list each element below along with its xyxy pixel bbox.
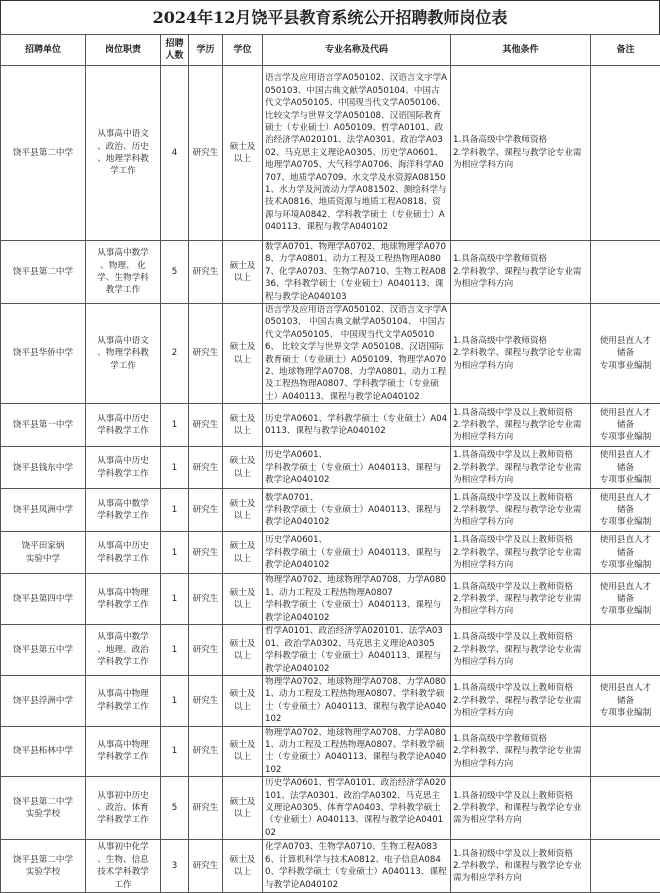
header-major-and-code: 专业名称及代码 bbox=[263, 35, 451, 66]
other-conditions-cell: 1.具备高级中学及以上教师资格 2.学科教学、课程与教学论专业需为相应学科方向 bbox=[451, 532, 591, 574]
table-row bbox=[1, 574, 660, 625]
table-row bbox=[1, 241, 660, 304]
education-cell: 研究生 bbox=[189, 304, 223, 404]
major-and-code-cell: 物理学A0702、地球物理学A0708、力学A0801、动力工程及工程热物理A0807、学科教学硕士（专业硕士）A040113、课程与教学论A040102 bbox=[263, 726, 451, 777]
major-and-code-cell: 化学A0703、生物学A0710、生物工程A0836、计算机科学与技术A0812、电子信息A0840、学科教学硕士（专业硕士）A040113、课程与教学论A040102 bbox=[263, 840, 451, 893]
education-cell: 研究生 bbox=[189, 404, 223, 447]
job-duty-cell: 从事高中数学 、物理、 化 学、生物学科 教学工作 bbox=[86, 241, 161, 304]
recruiting-unit-cell: 饶平县第四中学 bbox=[1, 574, 86, 625]
table-row bbox=[1, 304, 660, 404]
hire-count-cell: 2 bbox=[161, 304, 189, 404]
header-row bbox=[1, 35, 660, 66]
recruiting-unit-cell: 饶平县第二中学 bbox=[1, 241, 86, 304]
job-duty-cell: 从事高中数学 、地理、政治 学科教学工作 bbox=[86, 625, 161, 676]
header-degree: 学位 bbox=[223, 35, 263, 66]
major-and-code-cell: 语言学及应用语言学A050102、汉语言文字学A050103、中国古典文献学A050104、中国古代文学A050105、中国现当代文学A050106、比较文学与世界文学A050108、汉语国际教育硕士（专业硕士）A050109、哲学A0101、政治经济学A020101、法学A0301、政治学A0302、马克思主义理论A0305、历史学A0601、地理学A0705、大气科学A0706、海洋科学A0707、地质学A0709、水文学及水资源A081501、水力学及河流动力学A081502、测绘科学与技术A0816、地质资源与地质工程A0818、资源与环境A0842、学科教学硕士（专业硕士）A040113、课程与教学A040102 bbox=[263, 66, 451, 241]
header-hire-count: 招聘 人数 bbox=[161, 35, 189, 66]
page-title: 2024年12月饶平县教育系统公开招聘教师岗位表 bbox=[0, 0, 660, 34]
hire-count-cell: 1 bbox=[161, 447, 189, 489]
job-duty-cell: 从事高中语文 、政治、历史 、地理学科教 学工作 bbox=[86, 66, 161, 241]
job-duty-cell: 从事初中化学 、生物、信息 技术学科教学 工作 bbox=[86, 840, 161, 893]
hire-count-cell: 1 bbox=[161, 404, 189, 447]
major-and-code-cell: 历史学A0601、哲学A0101、政治经济学A020101、法学A0301、政治学A0302、马克思主义理论A0305、体育学A0403、学科教学硕士（专业硕士）A040113、课程与教学论A040102 bbox=[263, 777, 451, 840]
education-cell: 研究生 bbox=[189, 532, 223, 574]
table-row bbox=[1, 840, 660, 893]
other-conditions-cell: 1.具备高级中学及以上教师资格 2.学科教学、课程与教学论专业需为相应学科方向 bbox=[451, 574, 591, 625]
header-education: 学历 bbox=[189, 35, 223, 66]
job-duty-cell: 从事高中物理 学科教学工作 bbox=[86, 675, 161, 726]
job-duty-cell: 从事高中历史 学科教学工作 bbox=[86, 532, 161, 574]
remarks-cell bbox=[591, 777, 660, 840]
recruiting-unit-cell: 饶平县华侨中学 bbox=[1, 304, 86, 404]
other-conditions-cell: 1.具备高级中学教师资格 2.学科教学、课程与教学论专业需为相应学科方向 bbox=[451, 726, 591, 777]
major-and-code-cell: 历史学A0601、学科教学硕士（专业硕士）A040113、课程与教学论A040102 bbox=[263, 404, 451, 447]
major-and-code-cell: 语言学及应用语言学A050102、汉语言文字学A050103、 中国古典文献学A050104、 中国古代文学A050105、 中国现当代文学A050106、 比较文学与世界文学 A050108、汉语国际教育硕士（专业硕士）A050109、物理学A0702、地球物理学A0708、力学A0801、动力工程及工程热物理A0807、学科教学硕士（专业硕士）A040113、课程与教学论A040102 bbox=[263, 304, 451, 404]
hire-count-cell: 1 bbox=[161, 675, 189, 726]
other-conditions-cell: 1.具备高级中学及以上教师资格 2.学科教学、课程与教学论专业需为相应学科方向 bbox=[451, 489, 591, 532]
recruiting-unit-cell: 饶平县第二中学 实验学校 bbox=[1, 777, 86, 840]
remarks-cell: 使用县直人才 储备 专项事业编制 bbox=[591, 404, 660, 447]
education-cell: 研究生 bbox=[189, 777, 223, 840]
major-and-code-cell: 历史学A0601、 学科教学硕士（专业硕士）A040113、课程与教学论A040102 bbox=[263, 532, 451, 574]
education-cell: 研究生 bbox=[189, 840, 223, 893]
remarks-cell: 使用县直人才 储备 专项事业编制 bbox=[591, 304, 660, 404]
education-cell: 研究生 bbox=[189, 625, 223, 676]
other-conditions-cell: 1.具备高级中学及以上教师资格 2.学科教学、课程与教学论专业需为相应学科方向 bbox=[451, 675, 591, 726]
recruiting-unit-cell: 饶平田家炳 实验中学 bbox=[1, 532, 86, 574]
job-duty-cell: 从事高中历史 学科教学工作 bbox=[86, 404, 161, 447]
other-conditions-cell: 1.具备初级中学及以上教师资格 2.学科教学、和课程与教学论专业需为相应学科方向 bbox=[451, 777, 591, 840]
job-duty-cell: 从事高中物理 学科教学工作 bbox=[86, 574, 161, 625]
remarks-cell: 使用县直人才 储备 专项事业编制 bbox=[591, 532, 660, 574]
hire-count-cell: 1 bbox=[161, 574, 189, 625]
education-cell: 研究生 bbox=[189, 726, 223, 777]
degree-cell: 硕士及 以上 bbox=[223, 66, 263, 241]
remarks-cell: 使用县直人才 储备 专项事业编制 bbox=[591, 447, 660, 489]
job-duty-cell: 从事高中历史 学科教学工作 bbox=[86, 447, 161, 489]
education-cell: 研究生 bbox=[189, 574, 223, 625]
job-duty-cell: 从事高中数学 学科教学工作 bbox=[86, 489, 161, 532]
table-row bbox=[1, 675, 660, 726]
job-duty-cell: 从事高中物理 学科教学工作 bbox=[86, 726, 161, 777]
education-cell: 研究生 bbox=[189, 447, 223, 489]
job-duty-cell: 从事高中语文 、物理学科教 学工作 bbox=[86, 304, 161, 404]
hire-count-cell: 3 bbox=[161, 840, 189, 893]
remarks-cell bbox=[591, 66, 660, 241]
remarks-cell bbox=[591, 840, 660, 893]
recruiting-unit-cell: 饶平县第二中学 实验学校 bbox=[1, 840, 86, 893]
education-cell: 研究生 bbox=[189, 675, 223, 726]
table-row bbox=[1, 404, 660, 447]
other-conditions-cell: 1.具备高级中学及以上教师资格 2.学科教学、课程与教学论专业需为相应学科方向 bbox=[451, 625, 591, 676]
header-job-duty: 岗位职责 bbox=[86, 35, 161, 66]
degree-cell: 硕士及 以上 bbox=[223, 726, 263, 777]
recruiting-unit-cell: 饶平县第五中学 bbox=[1, 625, 86, 676]
table-row bbox=[1, 726, 660, 777]
remarks-cell bbox=[591, 625, 660, 676]
remarks-cell: 使用县直人才 储备 专项事业编制 bbox=[591, 574, 660, 625]
hire-count-cell: 1 bbox=[161, 532, 189, 574]
other-conditions-cell: 1.具备高级中学教师资格 2.学科教学、课程与教学论专业需为相应学科方向 bbox=[451, 241, 591, 304]
header-other-conditions: 其他条件 bbox=[451, 35, 591, 66]
header-remarks: 备注 bbox=[591, 35, 660, 66]
degree-cell: 硕士及 以上 bbox=[223, 532, 263, 574]
table-row bbox=[1, 447, 660, 489]
degree-cell: 硕士及 以上 bbox=[223, 675, 263, 726]
hire-count-cell: 4 bbox=[161, 66, 189, 241]
table-row bbox=[1, 777, 660, 840]
degree-cell: 硕士及 以上 bbox=[223, 489, 263, 532]
major-and-code-cell: 哲学A0101、政治经济学A020101、法学A0301、政治学A0302、马克思主义理论A0305 学科教学硕士（专业硕士）A040113、课程与教学论A040102 bbox=[263, 625, 451, 676]
education-cell: 研究生 bbox=[189, 241, 223, 304]
major-and-code-cell: 历史学A0601、 学科教学硕士（专业硕士）A040113、课程与教学论A040102 bbox=[263, 447, 451, 489]
table-row bbox=[1, 532, 660, 574]
hire-count-cell: 5 bbox=[161, 777, 189, 840]
degree-cell: 硕士及 以上 bbox=[223, 777, 263, 840]
education-cell: 研究生 bbox=[189, 489, 223, 532]
recruiting-unit-cell: 饶平县凤洲中学 bbox=[1, 489, 86, 532]
hire-count-cell: 5 bbox=[161, 241, 189, 304]
remarks-cell bbox=[591, 726, 660, 777]
hire-count-cell: 1 bbox=[161, 489, 189, 532]
degree-cell: 硕士及 以上 bbox=[223, 574, 263, 625]
recruiting-unit-cell: 饶平县浮洲中学 bbox=[1, 675, 86, 726]
hire-count-cell: 1 bbox=[161, 625, 189, 676]
recruitment-table bbox=[0, 34, 660, 893]
other-conditions-cell: 1.具备高级中学及以上教师资格 2.学科教学、课程与教学论专业需为相应学科方向 bbox=[451, 404, 591, 447]
recruiting-unit-cell: 饶平县第一中学 bbox=[1, 404, 86, 447]
table-row bbox=[1, 625, 660, 676]
major-and-code-cell: 数学A0701、物理学A0702、地球物理学A0708、力学A0801、动力工程及工程热物理A0807、化学A0703、生物学A0710、生物工程A0836、学科教学硕士（专业硕士）A040113、课程与教学论A040103 bbox=[263, 241, 451, 304]
recruiting-unit-cell: 饶平县钱东中学 bbox=[1, 447, 86, 489]
major-and-code-cell: 物理学A0702、地球物理学A0708、力学A0801、动力工程及工程热物理A0807 学科教学硕士（专业硕士）A040113、课程与教学论A040102 bbox=[263, 574, 451, 625]
degree-cell: 硕士及 以上 bbox=[223, 840, 263, 893]
degree-cell: 硕士及 以上 bbox=[223, 304, 263, 404]
degree-cell: 硕士及 以上 bbox=[223, 447, 263, 489]
hire-count-cell: 1 bbox=[161, 726, 189, 777]
other-conditions-cell: 1.具备高级中学教师资格 2.学科教学、课程与教学论专业需为相应学科方向 bbox=[451, 304, 591, 404]
recruiting-unit-cell: 饶平县第二中学 bbox=[1, 66, 86, 241]
other-conditions-cell: 1.具备初级中学及以上教师资格 2.学科教学、和课程与教学论专业需为相应学科方向 bbox=[451, 840, 591, 893]
recruiting-unit-cell: 饶平县柘林中学 bbox=[1, 726, 86, 777]
degree-cell: 硕士及 以上 bbox=[223, 241, 263, 304]
degree-cell: 硕士及 以上 bbox=[223, 625, 263, 676]
degree-cell: 硕士及 以上 bbox=[223, 404, 263, 447]
major-and-code-cell: 物理学A0702、地球物理学A0708、力学A0801、动力工程及工程热物理A0807、学科教学硕士（专业硕士）A040113、课程与教学论A040102 bbox=[263, 675, 451, 726]
major-and-code-cell: 数学A0701、 学科教学硕士（专业硕士）A040113、课程与教学论A040102 bbox=[263, 489, 451, 532]
job-duty-cell: 从事初中历史 、政治、体育 学科教学工作 bbox=[86, 777, 161, 840]
table-row bbox=[1, 66, 660, 241]
other-conditions-cell: 1.具备高级中学教师资格 2.学科教学、课程与教学论专业需为相应学科方向 bbox=[451, 66, 591, 241]
header-recruiting-unit: 招聘单位 bbox=[1, 35, 86, 66]
other-conditions-cell: 1.具备高级中学及以上教师资格 2.学科教学、课程与教学论专业需为相应学科方向 bbox=[451, 447, 591, 489]
remarks-cell bbox=[591, 241, 660, 304]
table-row bbox=[1, 489, 660, 532]
remarks-cell: 使用县直人才 储备 专项事业编制 bbox=[591, 489, 660, 532]
remarks-cell: 使用县直人才 储备 专项事业编制 bbox=[591, 675, 660, 726]
education-cell: 研究生 bbox=[189, 66, 223, 241]
